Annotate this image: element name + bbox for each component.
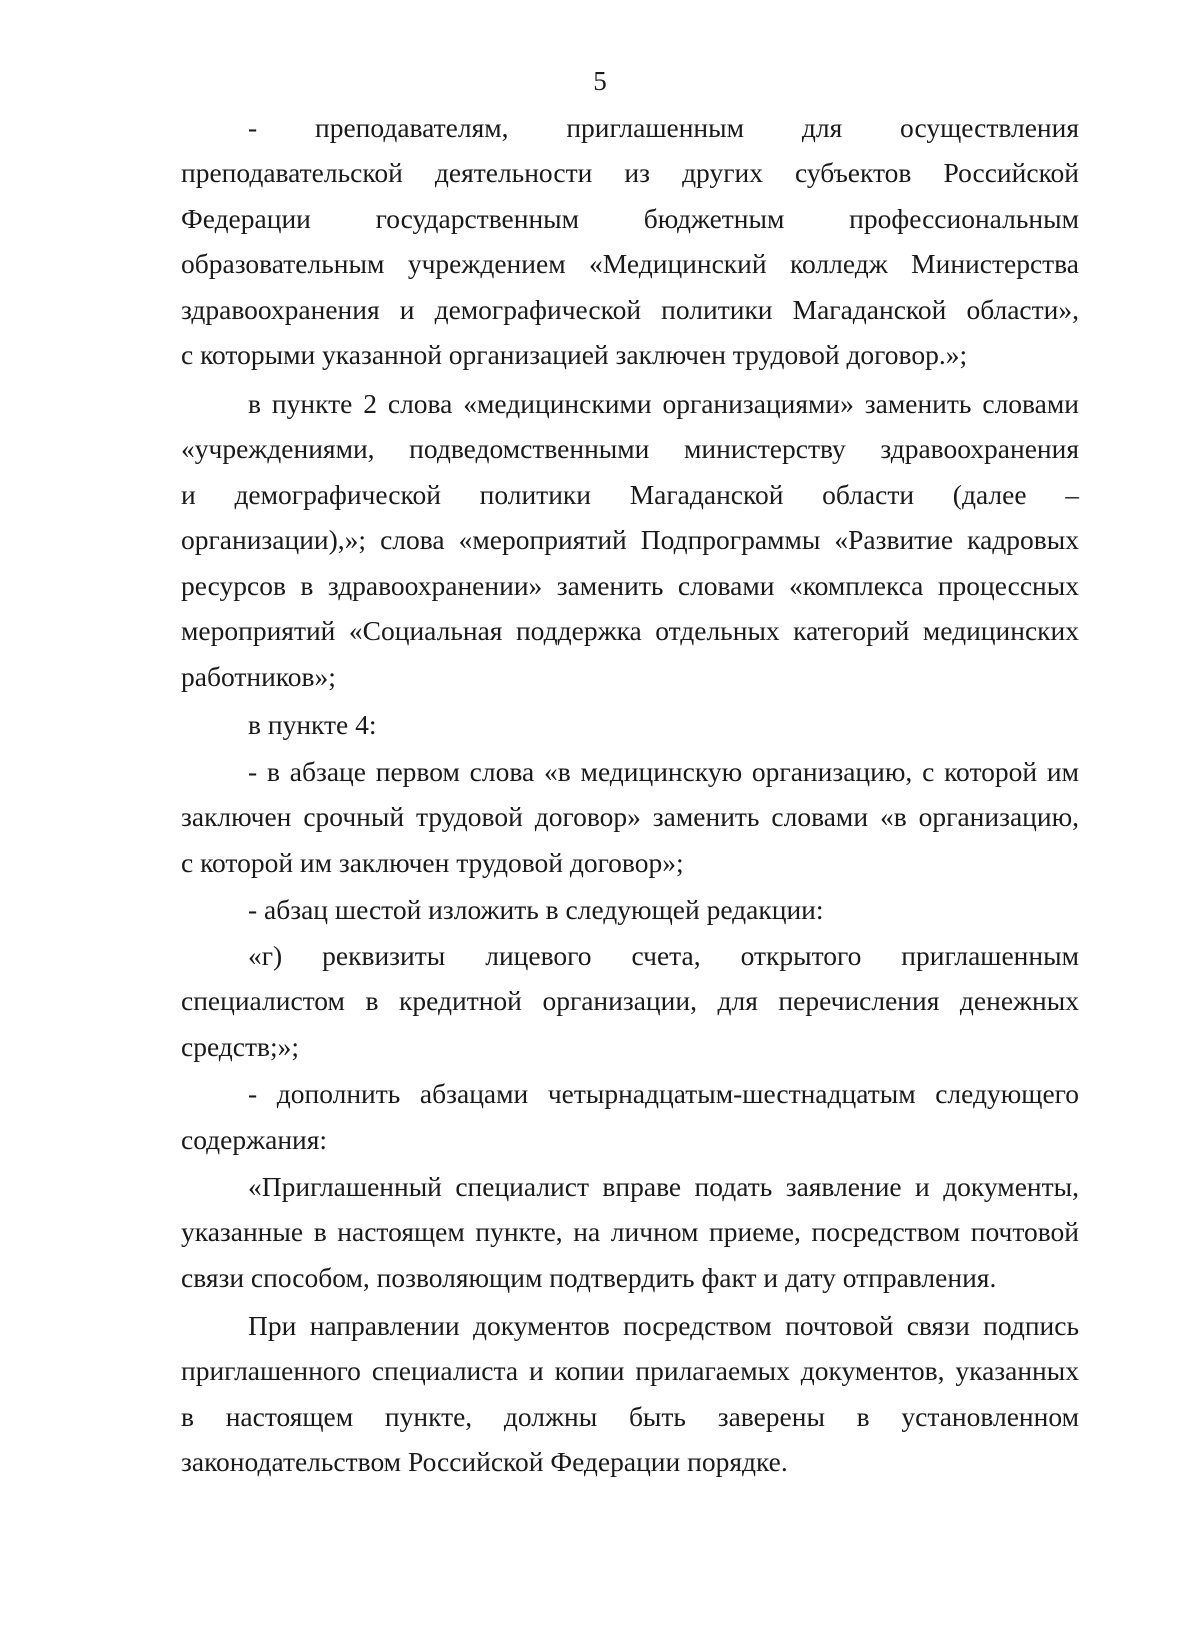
text-line: связи способом, позволяющим подтвердить факт и дату отправления. [181, 1262, 997, 1293]
text-line: организации),»; слова «мероприятий Подпрограммы «Развитие кадровых [181, 524, 1079, 555]
text-line: работников»; [181, 661, 336, 692]
text-line: с которыми указанной организацией заключен трудовой договор.»; [181, 339, 968, 370]
text-line: законодательством Российской Федерации порядке. [181, 1446, 788, 1477]
text-line: При направлении документов посредством почтовой связи подпись [248, 1310, 1079, 1341]
text-line: в настоящем пункте, должны быть заверены в установленном [181, 1401, 1079, 1432]
text-line: приглашенного специалиста и копии прилагаемых документов, указанных [181, 1355, 1079, 1386]
text-line: в пункте 2 слова «медицинскими организациями» заменить словами [248, 388, 1079, 419]
text-line: «учреждениями, подведомственными министерству здравоохранения [181, 433, 1079, 464]
page-number: 5 [593, 66, 607, 96]
text-line: ресурсов в здравоохранении» заменить словами «комплекса процессных [181, 570, 1079, 601]
text-line: - дополнить абзацами четырнадцатым-шестнадцатым следующего [248, 1078, 1079, 1109]
text-line: - преподавателям, приглашенным для осуществления [248, 112, 1079, 143]
text-line: средств;»; [181, 1031, 300, 1062]
text-line: «Приглашенный специалист вправе подать заявление и документы, [248, 1171, 1079, 1202]
text-line: «г) реквизиты лицевого счета, открытого приглашенным [248, 940, 1079, 971]
text-line: преподавательской деятельности из других субъектов Российской [181, 157, 1079, 188]
text-line: специалистом в кредитной организации, для перечисления денежных [181, 985, 1079, 1016]
text-line: образовательным учреждением «Медицинский колледж Министерства [181, 248, 1079, 279]
text-line: - абзац шестой изложить в следующей редакции: [248, 894, 824, 925]
text-line: содержания: [181, 1124, 328, 1155]
text-line: указанные в настоящем пункте, на личном приеме, посредством почтовой [181, 1216, 1079, 1247]
text-line: Федерации государственным бюджетным профессиональным [181, 203, 1079, 234]
text-line: мероприятий «Социальная поддержка отдельных категорий медицинских [181, 615, 1079, 646]
text-line: с которой им заключен трудовой договор»; [181, 847, 684, 878]
text-line: - в абзаце первом слова «в медицинскую организацию, с которой им [248, 756, 1079, 787]
text-line: в пункте 4: [248, 709, 377, 740]
text-line: заключен срочный трудовой договор» заменить словами «в организацию, [181, 801, 1079, 832]
text-line: и демографической политики Магаданской области (далее – [181, 479, 1079, 510]
text-line: здравоохранения и демографической политики Магаданской области», [181, 294, 1079, 325]
